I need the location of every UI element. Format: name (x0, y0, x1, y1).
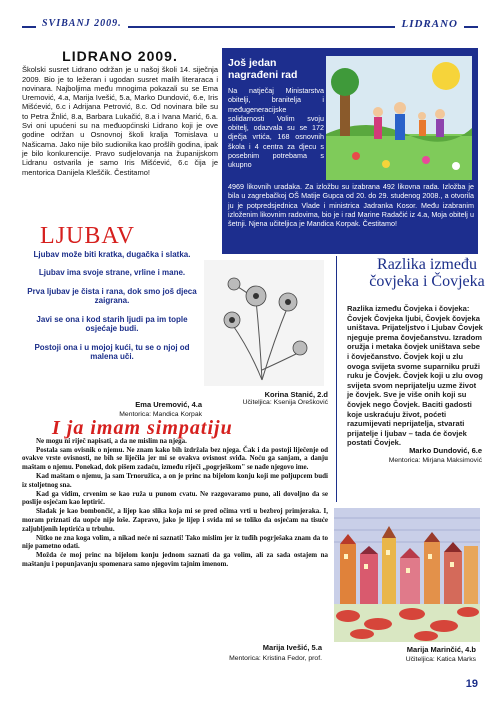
city-painting (334, 508, 480, 642)
poem-razlika-author: Marko Dundović, 6.e (409, 446, 482, 455)
poem-razlika-text: Razlika između Čovjeka i čovjeka: Čovjek Čovjeka ljubi, Čovjek čovjeka uništava. Prijateljstvo i Ljubav Čovjek njeguje prema čovječanstvu. Izradom oružja i metaka čovjek uništava sebe i čovječanstvo. Čovjek koji u zlu ovoga svijeta svome suparniku pruži ruku je Čovjek. Čovjek koji u zlu ovog svijeta svom neprijatelju uzme život je čovjek. Sve je više onih koji su čovjek nego Čovjek. Baciti gadosti koje uskraćuju život, poćeti razumijevati neprijatelja, stvarati prijatelje i ljubav – tada će čovjek postati Čovjek. (347, 304, 483, 448)
award-title: Još jedan nagrađeni rad (228, 57, 298, 81)
poem-ljubav-mentor: Mentorica: Mandica Korpak (119, 411, 202, 418)
story-paragraph: Kad maštam o njemu, ja sam Trnoružica, a on je princ na bijelom konju koji me poljupcem budi iz stoljetnog sna. (22, 471, 328, 489)
poem-stanza: Prva ljubav je čista i rana, dok smo još djeca zaigrana. (27, 286, 197, 305)
poem-ljubav (22, 223, 202, 418)
award-text-bottom: 4969 likovnih uradaka. Za izložbu su izabrana 492 likovna rada. Izložba je bila u zagrebačkoj OŠ Matije Gupca od 20. do 29. studenog 2008., a otvorila ju je potpredsjednica Vlade i ministrica Jadranka Kosor. Među izabranim izloženim likovnim radovima, bio je i rad Marine Radačić iz 4.a, Moja obitelj u šetnji. Njena učiteljica je Mandica Korpak. Čestitamo! (228, 182, 474, 229)
poem-ljubav-title: LJUBAV (40, 223, 135, 249)
flower-drawing (204, 260, 324, 386)
story-paragraph: Ne mogu ni riječ napisati, a da ne mislim na njega. (36, 436, 187, 445)
story-simpatiju-title: I ja imam simpatiju (52, 417, 233, 439)
article-lidrano-title: LIDRANO 2009. (62, 48, 178, 64)
poem-razlika-mentor: Mentorica: Mirjana Maksimović (388, 457, 482, 464)
poem-ljubav-author: Ema Uremović, 4.a (135, 400, 202, 409)
page-header (22, 18, 478, 40)
story-paragraph: Postala sam ovisnik o njemu. Ne znam kako bih izdržala bez njega. Čak i da postoji liječenje od ovakve vrste ovisnosti, ne bih se liječila jer mi se ovakva ovisnost sviđa. Noću ga sanjam, a danju maštam o njemu. Ponekad, dok pišem zadaću, između riječi „pogrješkom" se nađe njegovo ime. (22, 445, 328, 472)
article-lidrano-text: Školski susret Lidrano održan je u našoj školi 14. siječnja 2009. Bio je to ležeran i ugodan susret malih literaraca i novinara. Najboljima među mnogima pokazali su se Ema Uremović, 4.a, Marija Ivešić, 5.a, Marko Dundović, 6.e, Iris Mišćević, 6.c i Adrijana Petrović, 8.c. Od novinara bile su to Petra Žnlić, 8.a, Barbara Lukačić, 8.a i Ivana Marić, 6.a. Svi oni upućeni su na međuopćinski Lidrano koji je ove godine održan u Osnovnoj školi kralja Tomislava u Našicama. Jako nije bilo sudionika kao prošlih godina, ipak je bilo konkurencije. Pravo sudjelovanja na županijskom Lidranu ostvarila je samo Iris Mišćević, 6.c čija je mentorica Danijela Kleščik. Čestitamo! (22, 65, 218, 177)
poem-stanza: Javi se ona i kod starih ljudi pa im tople osjećaje budi. (36, 314, 188, 333)
header-issue: SVIBANJ 2009. (36, 18, 128, 29)
story-paragraph: Kad ga vidim, crvenim se kao ruža u punom cvatu. Ne razgovaramo puno, ali dovoljno da se poslije osjećam kao leptirić. (22, 489, 328, 507)
story-mentor: Mentorica: Kristina Fedor, prof. (229, 655, 322, 662)
poem-stanza: Postoji ona i u mojoj kući, tu se o njoj od malena uči. (34, 342, 190, 361)
story-author: Marija Ivešić, 5.a (262, 643, 322, 652)
header-magazine: LIDRANO (395, 18, 464, 30)
poem-razlika (336, 256, 485, 502)
story-paragraph: Nitko ne zna koga volim, a nikad neće ni saznati! Tako mislim jer iz tuđih pogrješaka znam da to nije pametno odati. (22, 533, 328, 551)
flower-caption (206, 390, 328, 406)
award-text-top: Na natječaj Ministarstva obitelji, branitelja i međugeneracijske solidarnosti Volim svoju obitelj, odazvala su se 172 dječja vrtića, 168 osnovnih škola i 4 centra za djecu s posebnim potrebama s ukupno (228, 86, 324, 170)
city-painting-author: Marija Marinčić, 4.b (406, 645, 476, 654)
story-simpatiju (22, 417, 328, 569)
flower-author: Korina Stanić, 2.d (264, 390, 328, 399)
poem-razlika-title: Razlika između čovjeka i Čovjeka (369, 256, 485, 290)
award-box (222, 48, 478, 254)
article-lidrano (22, 48, 218, 220)
poem-stanza: Ljubav može biti kratka, dugačka i slatka. (33, 249, 191, 259)
flower-mentor: Učiteljica: Ksenija Orešković (242, 399, 328, 406)
story-paragraph: Možda će moj princ na bijelom konju jednom saznati da ga volim, ali za sada ostajem na maštanju i popunjavanju spomenara samo njegovim tajnim imenom. (22, 551, 328, 568)
story-paragraph: Sladak je kao bombončić, a lijep kao slika koja mi se pred očima vrti u bezbroj primjeraka. I, moram priznati da uopće nije loše. Zapravo, jako je lijep i svida mi se toliko da osjećam na tisuće zaljubljenih leptirića u trbuhu. (22, 507, 328, 533)
city-painting-mentor: Učiteljica: Katica Marks (405, 656, 476, 663)
page-number: 19 (465, 678, 478, 690)
family-painting (326, 56, 472, 180)
poem-stanza: Ljubav ima svoje strane, vrline i mane. (38, 268, 186, 277)
